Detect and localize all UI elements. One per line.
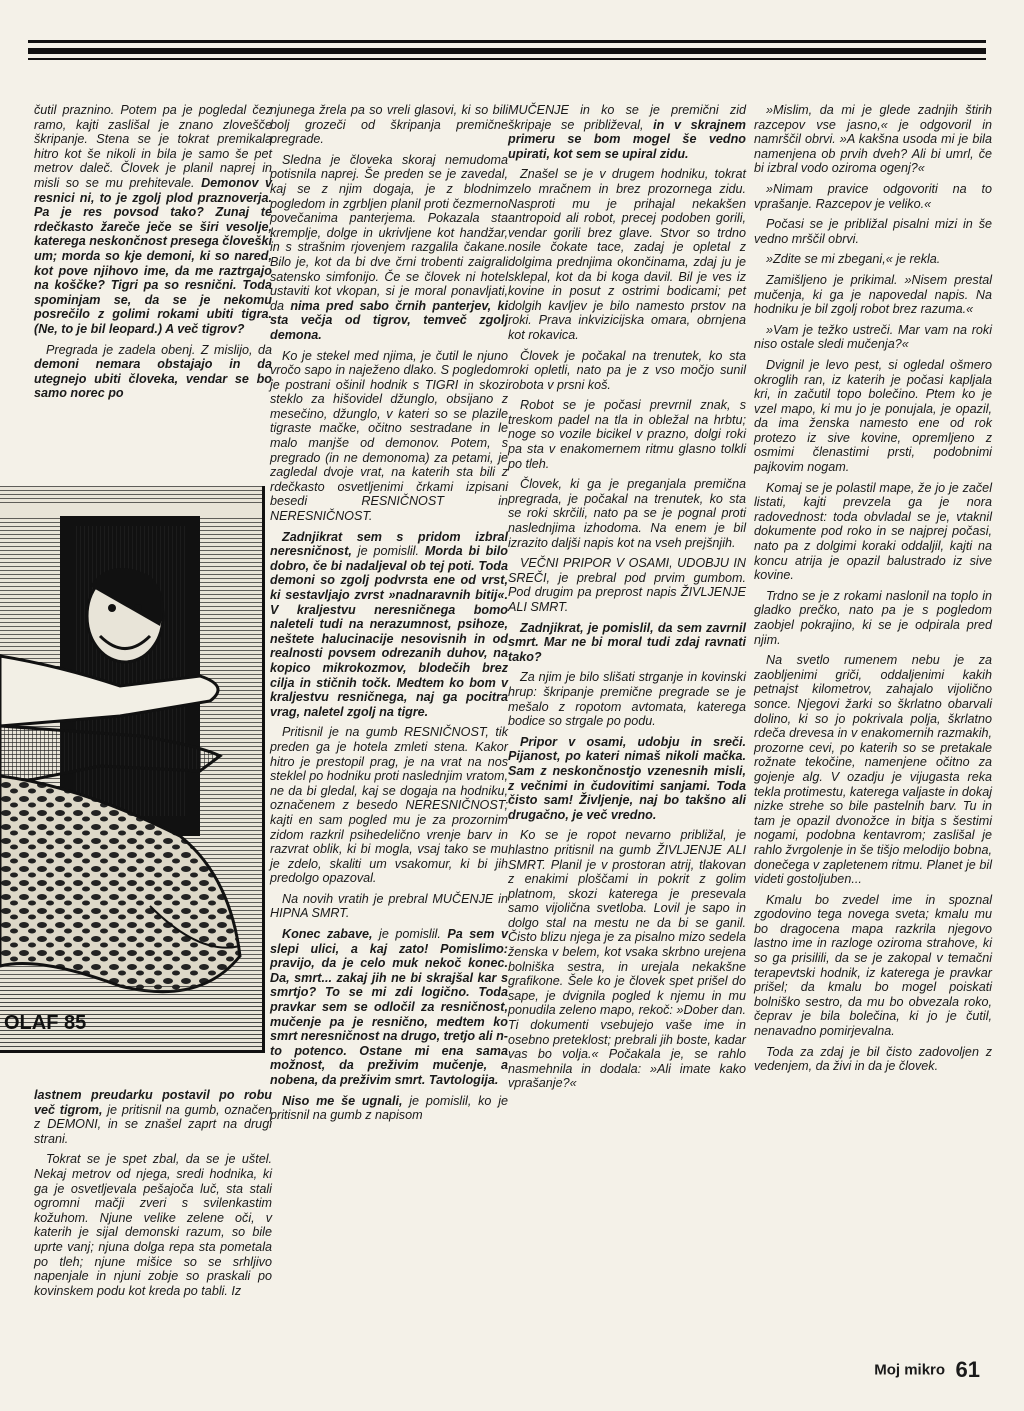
paragraph (508, 349, 746, 393)
illustration-drawing (0, 486, 262, 1050)
paragraph (754, 1045, 992, 1074)
text-run: »Zdite se mi zbegani,« je rekla. (766, 252, 941, 267)
text-run: Za njim je bilo slišati strganje in kovinski hrup: škripanje premične pregrade se je mešalo z ropotom avtomata, katerega bodice so strgale po podu. (508, 670, 746, 729)
text-run: Tokrat se je spet zbal, da se je uštel. Nekaj metrov od njega, sredi hodnika, ki ga je osvetljevala pešajoča luč, sta stali ogromni mačji zveri s svilenkastim kožuhom. Njune velike zelene oči, v katerih je sijal demonski razum, so bile uprte vanj; njuna dolga repa sta pometala po tleh; njune mišice so se srhljivo napenjale in njuni zobje so praskali po kovinskem podu kot kreda po tabli. Iz (34, 1152, 272, 1298)
column-1-bottom (34, 1088, 272, 1304)
text-run: VEČNI PRIPOR V OSAMI, UDOBJU IN SREČI, je prebral pod prvim gumbom. Pod drugim pa preprost napis ŽIVLJENJE ALI SMRT. (508, 556, 746, 614)
paragraph (34, 1088, 272, 1146)
paragraph (508, 398, 746, 471)
text-run: Kmalu bo zvedel ime in spoznal zgodovino tega novega sveta; kmalu mu bo dragocena mapa razkrila njegovo lastno ime in razloge oziroma strahove, ki so ga prisilili, da se je zakopal v temačni terapevtski hodnik, iz katerega je pravkar prišel; da kmalu bo mogel poiskati bolniško sestro, da mu bo obvezala roko, čeprav je bila bolečina, ki jo je čutil, nenavadno pomirjevalna. (754, 892, 992, 1039)
top-rule-thin (28, 40, 986, 43)
bold-run: Niso me še ugnali, (282, 1093, 403, 1108)
bold-run: Morda bi bilo dobro, če bi nadaljeval ob tej poti. Toda demoni so zgolj podvrsta ene od vrst, ki sestavljajo zvrst »nadnaravnih bitij«. V kraljestvu neresničnega bomo naleteli tudi na nerazumnost, psihoze, neštete halucinacije nesovisnih in od realnosti povsem odrezanih duhov, na kopico mikrokozmov, blodečih brez cilja in stičnih točk. Medtem ko bom v kraljestvu resničnega, naj ga pocitra vrag, naletel zgolj na tigre. (270, 544, 508, 719)
paragraph (754, 182, 992, 211)
text-run: Ko se je ropot nevarno približal, je hlastno pritisnil na gumb ŽIVLJENJE ALI SMRT. Planil je v prostoran atrij, tlakovan z enakimi ploščami in pokrit z golim platnom, skozi katerega je presevala samo vijolična svetloba. Lovil je sapo in dolgo stal na mestu ne da bi se ganil. Čisto blizu njega je za pisalno mizo sedela ženska v belem, kot vsaka skrbno urejena bolniška sestra, in urejala nekakšne grafikone. Šele ko je človek spet prišel do sape, je dvignila pogled k njemu in mu ponudila zeleno mapo, rekoč: »Dober dan. Ti dokumenti vsebujejo vaše ime in osebno preteklost; prebrali jih boste, kadar vas bo volja.« Počakala je, se rahlo nasmehnila in dodala: »Ali imate kako vprašanje?« (508, 828, 746, 1091)
paragraph (270, 1094, 508, 1123)
bold-run: Pa sem v slepi ulici, a kaj zato! Pomislimo: pravijo, da je celo muk nekoč konec. Da, smrt... zakaj jih ne bi skrajšal kar s smrtjo? To se mi zdi logično. Toda pravkar sem se odločil za resničnost, mučenje pa je resnično, medtem ko smrt neresničnost na drugo, tretjo ali n-to potenco. Ostane mi ena sama možnost, da preživim mučenje, a nobena, da preživim smrt. Tavtologija. (270, 927, 508, 1087)
paragraph (270, 349, 508, 524)
text-run: Pregrada je zadela obenj. Z mislijo, da (46, 342, 272, 357)
paragraph (508, 556, 746, 614)
text-run: je pomislil. (351, 544, 425, 559)
bold-run: in v skrajnem primeru se bom mogel še vedno upirati, kot sem se upiral zidu. (508, 117, 746, 161)
bold-run: lastnem preudarku postavil po robu več tigrom, (34, 1088, 272, 1117)
paragraph (34, 343, 272, 401)
paragraph (270, 153, 508, 343)
text-run: Na svetlo rumenem nebu je za zaobljenimi griči, oddaljenimi kakih petnajst kilometrov, zahajalo vijolično sonce. Njegovi žarki so škrlatno obarvali dolino, ki so jo pokrivala polja, škrlatno rdeča drevesa in v enakomernih razmakih, prozorne cevi, po katerih so se pretakale rožnate tekočine, namenjene očitno za gojenje alg. V ozadju je vijugasta reka tekla protimestu, katerega valjaste in dokaj nizke strehe so bile pastelnih barv. Tu in tam je opazil dvonožce in bitja s šestimi nogami, podobna kentavrom; zaslišal je rahlo žvrgolenje in še tišjo melodijo bobna, donečega v zapletenem ritmu. Planet je bil videti gostoljuben... (754, 653, 993, 887)
bold-run: demoni nemara obstajajo in da utegnejo ubiti človeka, vendar se bo samo norec po (34, 357, 272, 401)
text-run: čutil praznino. Potem pa je pogledal čez ramo, kajti zaslišal je znano zlovešče škripanje. Stena se je tokrat premikala hitro kot še nikoli in bila je samo še pet metrov daleč. Človek je planil naprej in misli so se mu prehitevale. (34, 103, 272, 190)
text-run: Pritisnil je na gumb RESNIČNOST, tik preden ga je hotela zmleti stena. Kakor hitro je prestopil prag, je na vrat na nos steklel po hodniku proti naslednjim vratom, ne da bi gledal, kaj se dogaja na hodniku, označenem z besedo NERESNIČNOST; kajti en sam pogled mu je za prozornim zidom razkril psihedelično vrenje barv in razvrat oblik, ki bi mogla, vsaj tako se mu je zdelo, skaliti um vsakomur, ki bi jih predolgo opazoval. (270, 725, 509, 886)
text-run: je pomislil. (372, 927, 448, 942)
paragraph (754, 481, 992, 583)
paragraph (508, 103, 746, 161)
text-run: Toda za zdaj je bil čisto zadovoljen z vedenjem, da živi in da je človek. (754, 1044, 992, 1074)
bold-run: Konec zabave, (282, 927, 373, 942)
magazine-name: Moj mikro (874, 1361, 946, 1379)
bold-run: nima pred sabo črnih panterjev, ki sta večja od tigrov, temveč zgolj demona. (270, 298, 508, 342)
paragraph (34, 103, 272, 337)
paragraph (508, 670, 746, 728)
paragraph (754, 323, 992, 352)
paragraph (508, 828, 746, 1091)
paragraph (270, 103, 508, 147)
paragraph (508, 477, 746, 550)
text-run: je pomislil, ko je pritisnil na gumb z napisom (270, 1093, 509, 1123)
text-run: Človek, ki ga je preganjala premična pregrada, je počakal na trenutek, ko sta se roki skrčili, nato pa se je pognal proti naslednjima izhodoma. Na enem je bil izrazito daljši napis kot na vseh prejšnjih. (508, 477, 746, 550)
paragraph (754, 273, 992, 317)
illustration-man-and-panther (0, 486, 265, 1053)
column-1 (34, 103, 272, 407)
text-run: »Nimam pravice odgovoriti na to vprašanje. Razcepov je veliko.« (754, 181, 992, 211)
text-run: Ko je stekel med njima, je čutil le njuno vročo sapo in naježeno dlako. S pogledom je postrani ošinil hodnik s TIGRI in skozi steklo za hišovidel džunglo, obsijano z mesečino, džunglo, v kateri so se plazile tigraste mačke, očitno sestradane in le malo manjše od demonov. Potem, s pregrado (in ne demonoma) za petami, je zagledal dvoje vrat, na katerih sta bili z rdečkasto osvetljenimi črkami izpisani besedi RESNIČNOST in NERESNIČNOST. (270, 348, 508, 524)
bold-run: Pripor v osami, udobju in sreči. Pijanost, po kateri nimaš nikoli mačka. Sam z neskončnostjo vzenesnih misli, z večnimi in čudovitimi sanjami. Toda čisto sam! Življenje, naj bo takšno ali drugačno, je več vredno. (508, 734, 746, 822)
text-run: Zamišljeno je prikimal. »Nisem prestal mučenja, ki ga je napovedal napis. Na hodniku je bil zgolj robot brez razuma.« (754, 272, 992, 317)
paragraph (754, 589, 992, 647)
text-run: Sledna je človeka skoraj nemudoma potisnila naprej. Še preden se je zavedal, kaj se z njim dogaja, je z blodnim pogledom in zgrbljen planil proti čezmerno povečanima panterjema. Pokazala sta kremplje, dolge in ukrivljene kot handžar, in s strašnim rjovenjem razgalila čakane. Bilo je, kot da bi dve črni trobenti zaigrali satensko simfonijo. Če se človek ni hotel ustaviti kot vkopan, si je moral ponavljati, da (270, 152, 508, 313)
text-run: Počasi se je približal pisalni mizi in še vedno mrščil obrvi. (754, 217, 992, 246)
text-run: Komaj se je polastil mape, že jo je začel listati, kajti prevzela ga je nora radovednost: toda obvladal se je, vtaknil dokumente pod roko in se najprej počasi, nato pa z dolgimi koraki oddaljil, kajti na koncu atrija je opazil balustrado iz sive kovine. (754, 480, 992, 583)
text-run: Človek je počakal na trenutek, ko sta roki opletli, nato pa je z vso močjo sunil robota v prsni koš. (508, 348, 746, 392)
bold-run: Zadnjikrat, je pomislil, da sem zavrnil smrt. Mar ne bi moral tudi zdaj ravnati tako? (508, 620, 746, 664)
paragraph (754, 893, 992, 1039)
top-rule-thick (28, 48, 986, 54)
paragraph (754, 653, 992, 887)
text-run: Na novih vratih je prebral MUČENJE in HIPNA SMRT. (270, 891, 508, 921)
paragraph (270, 530, 508, 720)
paragraph (270, 892, 508, 921)
bold-run: Zadnjikrat sem s pridom izbral neresničnost, (270, 529, 508, 559)
text-run: Dvignil je levo pest, si ogledal ošmero okroglih ran, iz katerih je počasi kapljala kri, in začutil topo bolečino. Ptem ko je vzel mapo, ki mu jo je ponujala, je opazil, da ima ženska namesto ene od rok protezo iz sive kovine, opremljeno z osmimi členastimi prsti, podobnimi pajkovim nogam. (754, 357, 992, 475)
column-2 (270, 103, 508, 1129)
top-rule-bottom (28, 58, 986, 60)
paragraph (508, 735, 746, 823)
paragraph (508, 167, 746, 342)
paragraph (754, 358, 992, 475)
paragraph (508, 621, 746, 665)
text-run: »Mislim, da mi je glede zadnjih štirih razcepov vse jasno,« je odgovoril in namrščil obrvi. »A kakšna usoda mi je bila namenjena ob prvih dveh? Ali bi umrl, če bi izbral vodo oziroma ogenj?« (754, 103, 992, 176)
text-run: je pritisnil na gumb, označen z DEMONI, in se znašel zaprt na drugi strani. (34, 1102, 272, 1146)
page-footer (874, 1357, 980, 1383)
text-run: Robot se je počasi prevrnil znak, s treskom padel na tla in obležal na hrbtu; noge so vozile bicikel v prazno, dolgi roki pa sta v enakomernem ritmu glasno tolkli po tleh. (508, 398, 746, 471)
paragraph (754, 103, 992, 176)
text-run: MUČENJE in ko se je premični zid škripaje se približeval, (508, 103, 746, 132)
paragraph (34, 1152, 272, 1298)
illustration-signature: OLAF 85 (4, 1012, 87, 1034)
column-4 (754, 103, 992, 1080)
text-run: njunega žrela pa so vreli glasovi, ki so bili bolj grozeči od škripanja premične pregrade. (270, 103, 508, 147)
text-run: »Vam je težko ustreči. Mar vam na roki niso ostale sledi mučenja?« (754, 322, 992, 352)
column-3 (508, 103, 746, 1097)
bold-run: Demonov v resnici ni, to je zgolj plod praznoverja. Pa je res povsod tako? Zunaj te rdečkasto žareče ječe se širi vesolje, katerega neskončnost presega človeški um; morda so kje demoni, ki so nared, kot pove njihovo ime, da me raztrgajo na koščke? Tigri pa so resnični. Toda spominjam se, da se je nekomu posrečilo z golimi rokami ubiti tigra. (Ne, to je bil leopard.) A več tigrov? (34, 175, 272, 336)
page-number: 61 (955, 1357, 980, 1382)
text-run: Znašel se je v drugem hodniku, tokrat zelo mračnem in brez prozornega zidu. Nasproti mu je prihajal nekakšen antropoid ali robot, precej podoben gorili, vendar gorili brez glave. Stvor so trdno nosile čokate tace, zadaj je opletal z dolgima prednjima okončinama, zdaj ju je sklepal, kot da bi koga davil. Bil je ves iz kovine in posut z ostrimi bodicami; pet dolgih kavljev je bilo namesto prstov na roki. Prava inkvizicijska omara, obrnjena kot rokavica. (508, 167, 746, 342)
paragraph (270, 927, 508, 1088)
paragraph (270, 725, 508, 886)
paragraph (754, 217, 992, 246)
paragraph (754, 252, 992, 267)
text-run: Trdno se je z rokami naslonil na toplo in gladko prečko, nato pa je s pogledom zaobjel pokrajino, ki se je odpirala pred njim. (754, 588, 992, 647)
